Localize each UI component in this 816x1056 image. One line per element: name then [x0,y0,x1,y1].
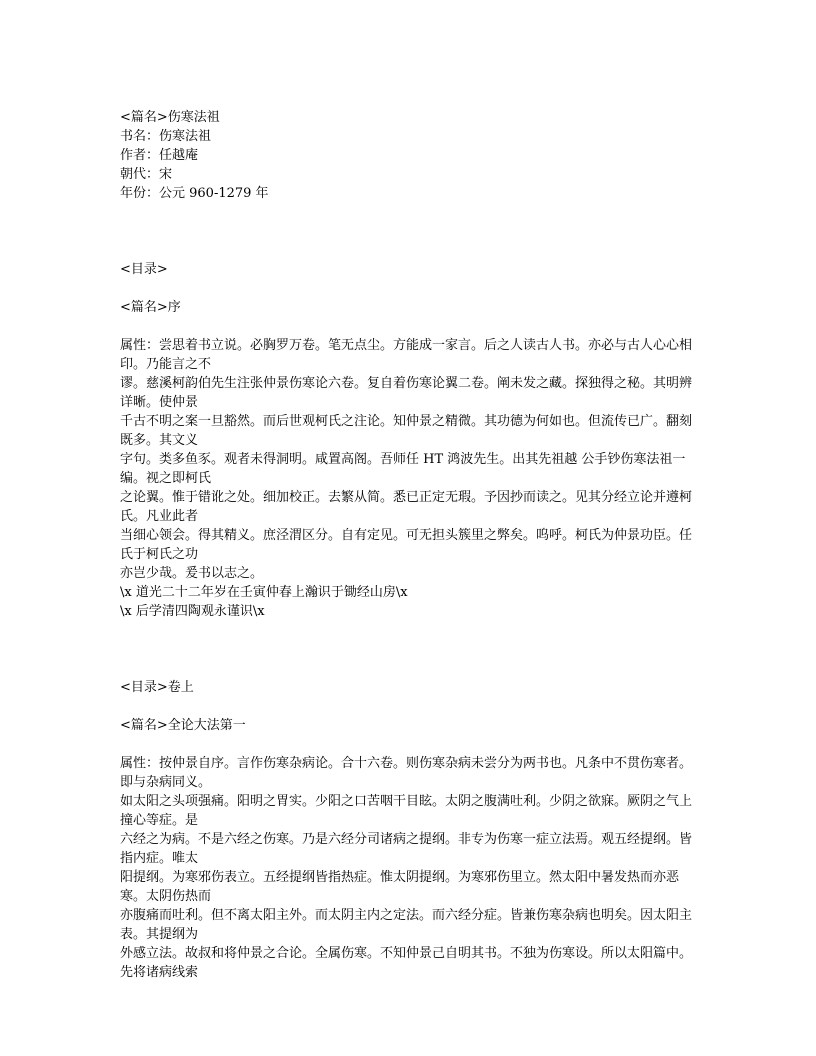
document-page [120,108,700,982]
preface-signature: \x 后学清四陶观永谨识\x [120,604,265,619]
chapter-line: 属性：按仲景自序。言作伤寒杂病论。合十六卷。则伤寒杂病未尝分为两书也。凡条中不贯伤寒者。即与杂病同义。 [120,756,693,790]
preface-body [120,336,700,621]
title-line: <篇名>伤寒法祖 [120,110,220,125]
spacer [120,317,700,336]
book-name: 书名：伤寒法祖 [120,129,212,144]
preface-line: 字句。类多鱼豕。观者未得洞明。咸置高阁。吾师任 HT 鸿波先生。出其先祖越 公手钞伤寒法祖一编。视之即柯氏 [120,452,686,486]
spacer [120,697,700,716]
preface-line: 属性：尝思着书立说。必胸罗万卷。笔无点尘。方能成一家言。后之人读古人书。亦必与古人心心相印。乃能言之不 [120,338,693,372]
chapter-line: 如太阳之头项强痛。阳明之胃实。少阳之口苦咽干目眩。太阴之腹满吐利。少阴之欲寐。厥阴之气上撞心等症。是 [120,794,693,828]
chapter-heading: <篇名>全论大法第一 [120,718,246,733]
toc-heading: <目录> [120,262,168,277]
author: 作者：任越庵 [120,148,199,163]
preface-signature: \x 道光二十二年岁在壬寅仲春上瀚识于锄经山房\x [120,585,408,600]
preface-line: 亦岂少哉。爰书以志之。 [120,566,264,581]
preface-line: 千古不明之案一旦豁然。而后世观柯氏之注论。知仲景之精微。其功德为何如也。但流传已广。翻刻既多。其文义 [120,414,693,448]
chapter-line: 外感立法。故叔和将仲景之合论。全属伤寒。不知仲景己自明其书。不独为伤寒设。所以太阳篇中。先将诸病线索 [120,946,693,980]
chapter-line: 阳提纲。为寒邪伤表立。五经提纲皆指热症。惟太阴提纲。为寒邪伤里立。然太阳中暑发热而亦恶寒。太阴伤热而 [120,870,680,904]
chapter-line: 六经之为病。不是六经之伤寒。乃是六经分司诸病之提纲。非专为伤寒一症立法焉。观五经提纲。皆指内症。唯太 [120,832,693,866]
spacer [120,621,700,678]
volume-heading: <目录>卷上 [120,680,194,695]
chapter-line: 亦腹痛而吐利。但不离太阳主外。而太阴主内之定法。而六经分症。皆兼伤寒杂病也明矣。因太阳主表。其提纲为 [120,908,693,942]
dynasty: 朝代：宋 [120,167,173,182]
preface-heading: <篇名>序 [120,300,181,315]
preface-line: 之论翼。惟于错讹之处。细加校正。去繁从简。悉已正定无瑕。予因抄而读之。见其分经立论并遵柯氏。凡业此者 [120,490,693,524]
spacer [120,279,700,298]
chapter-body [120,754,700,982]
spacer [120,203,700,260]
preface-line: 当细心领会。得其精义。庶泾渭区分。自有定见。可无担头簇里之弊矣。呜呼。柯氏为仲景功臣。任氏于柯氏之功 [120,528,693,562]
preface-line: 谬。慈溪柯韵伯先生注张仲景伤寒论六卷。复自着伤寒论翼二卷。阐未发之藏。探独得之秘。其明辨详晰。使仲景 [120,376,693,410]
year: 年份：公元 960-1279 年 [120,186,269,201]
spacer [120,735,700,754]
